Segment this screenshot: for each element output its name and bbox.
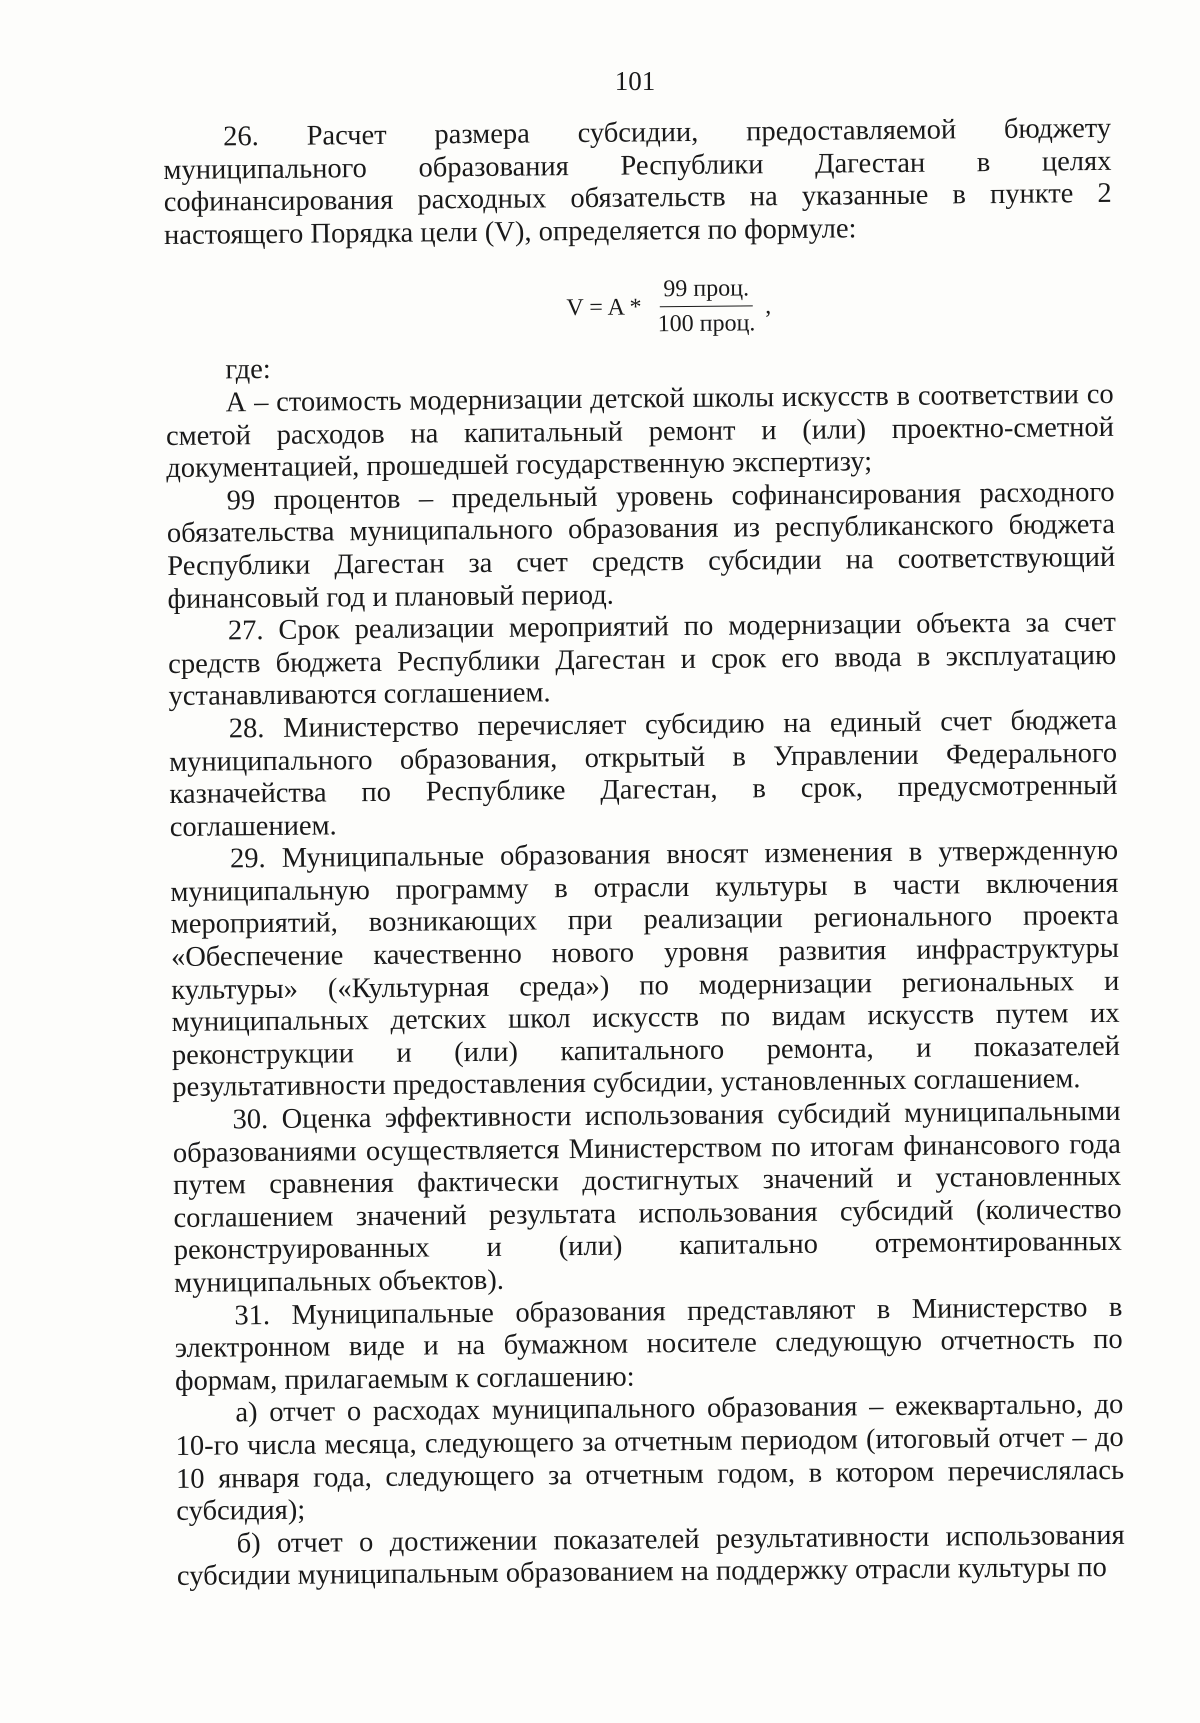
document-body [163, 113, 1125, 1594]
paragraph-30: 30. Оценка эффективности использования субсидий муниципальными образованиями осуществляется Министерством по итогам финансового года путем сравнения фактически достигнутых значений и установленных соглашением значений результата использования субсидий (количество реконструированных и (или) капитально отремонтированных муниципальных объектов). [172, 1095, 1122, 1299]
page-number: 101 [614, 66, 656, 96]
where-label: где: [225, 354, 271, 386]
paragraph-31-b: б) отчет о достижении показателей результативности использования субсидии муниципальным образованием на поддержку отрасли культуры по [176, 1519, 1125, 1593]
formula-fraction [653, 275, 759, 339]
paragraph-26: 26. Расчет размера субсидии, предоставляемой бюджету муниципального образования Республики Дагестан в целях софинансирования расходных обязательств на указанные в пункте 2 настоящего Порядка цели (V), определяется по формуле: [163, 112, 1112, 251]
formula-tail: , [765, 292, 772, 319]
paragraph-31-a: а) отчет о расходах муниципального образования – ежеквартально, до 10-го числа месяца, следующего за отчетным периодом (итоговый отчет – до 10 января года, следующего за отчетным годом, в котором перечислялась субсидия); [175, 1389, 1125, 1528]
definition-percent: 99 процентов – предельный уровень софинансирования расходного обязательства муниципального образования из республиканского бюджета Республики Дагестан за счет средств субсидии на соответствующий финансовый год и плановый период. [166, 476, 1116, 615]
definition-a: А – стоимость модернизации детской школы искусств в соответствии со сметой расходов на капитальный ремонт и (или) проектно-сметной документацией, прошедшей государственную экспертизу; [165, 378, 1115, 485]
paragraph-28: 28. Министерство перечисляет субсидию на единый счет бюджета муниципального образования, открытый в Управлении Федерального казначейства по Республике Дагестан, в срок, предусмотренный соглашением. [168, 704, 1118, 843]
paragraph-29: 29. Муниципальные образования вносят изменения в утвержденную муниципальную программу в отрасли культуры в части включения мероприятий, возникающих при реализации регионального проекта «Обеспечение качественно нового уровня развития инфраструктуры культуры» («Культурная среда») по модернизации региональных и муниципальных детских школ искусств по видам искусств путем их реконструкции и (или) капитального ремонта, и показателей результативности предоставления субсидии, установленных соглашением. [170, 835, 1121, 1104]
formula [165, 271, 1114, 343]
formula-numerator: 99 проц. [659, 275, 753, 308]
formula-denominator: 100 проц. [657, 310, 756, 338]
formula-lhs: V = A * [566, 293, 642, 321]
paragraph-27: 27. Срок реализации мероприятий по модернизации объекта за счет средств бюджета Республики Дагестан и срок его ввода в эксплуатацию устанавливаются соглашением. [168, 607, 1117, 713]
paragraph-31: 31. Муниципальные образования представляют в Министерство в электронном виде и на бумажном носителе следующую отчетность по формам, прилагаемым к соглашению: [174, 1291, 1123, 1397]
